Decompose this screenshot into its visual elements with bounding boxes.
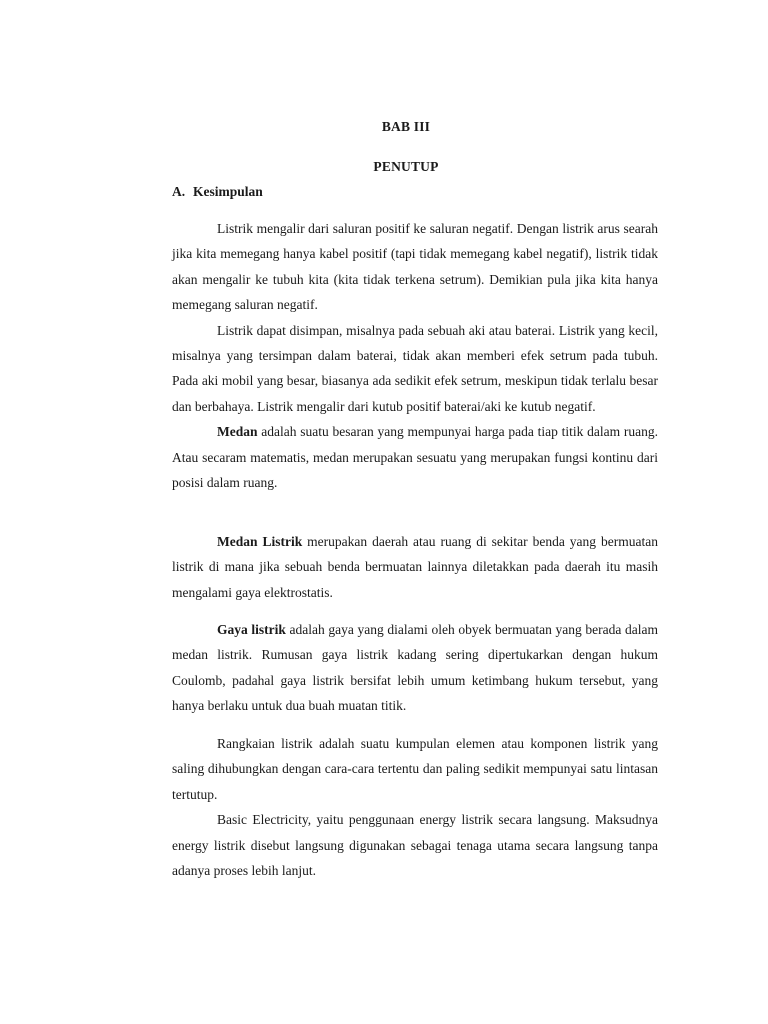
chapter-title: PENUTUP [373,159,439,174]
paragraph-text: Listrik dapat disimpan, misalnya pada sebuah aki atau baterai. Listrik yang kecil, misalnya yang tersimpan dalam baterai, tidak akan memberi efek setrum pada tubuh. Pada aki mobil yang besar, biasanya ada sedikit efek setrum, meskipun tidak terlalu besar dan berbahaya. Listrik mengalir dari kutub positif baterai/aki ke kutub negatif. [172,322,658,414]
paragraph-text: adalah gaya yang dialami oleh obyek bermuatan yang berada dalam medan listrik. Rumusan gaya listrik kadang sering dipertukarkan dengan hukum Coulomb, padahal gaya listrik bersifat lebih umum ketimbang hukum tersebut, yang hanya berlaku untuk dua buah muatan titik. [172,622,658,714]
paragraph [172,617,658,719]
section-title: Kesimpulan [193,184,263,199]
section-heading [172,184,263,200]
paragraph [172,318,658,420]
paragraph [172,216,658,318]
paragraph-text: Basic Electricity, yaitu penggunaan energy listrik secara langsung. Maksudnya energy listrik disebut langsung digunakan sebagai tenaga utama secara langsung tanpa adanya proses lebih lanjut. [172,812,658,879]
paragraph-text: Listrik mengalir dari saluran positif ke saluran negatif. Dengan listrik arus searah jika kita memegang hanya kabel positif (tapi tidak memegang kabel negatif), listrik tidak akan mengalir ke tubuh kita (kita tidak terkena setrum). Demikian pula jika kita hanya memegang saluran negatif. [172,221,658,313]
body-text-block-1 [172,216,658,495]
term-bold: Gaya listrik [217,622,286,637]
section-marker: A. [172,184,186,199]
chapter-number: BAB III [381,119,431,134]
paragraph [172,807,658,883]
term-bold: Medan Listrik [217,534,303,549]
paragraph [172,731,658,807]
paragraph-text: merupakan daerah atau ruang di sekitar benda yang bermuatan listrik di mana jika sebuah benda bermuatan lainnya diletakkan pada daerah itu masih mengalami gaya elektrostatis. [172,534,658,600]
paragraph-text: adalah suatu besaran yang mempunyai harga pada tiap titik dalam ruang. Atau secaram matematis, medan merupakan sesuatu yang merupakan fungsi kontinu dari posisi dalam ruang. [172,424,658,491]
term-bold: Medan [217,424,258,440]
body-text-block-2 [172,529,658,605]
body-text-block-4 [172,731,658,883]
body-text-block-3 [172,617,658,719]
paragraph [172,419,658,495]
paragraph-text: Rangkaian listrik adalah suatu kumpulan elemen atau komponen listrik yang saling dihubungkan dengan cara-cara tertentu dan paling sedikit mempunyai satu lintasan tertutup. [172,736,658,802]
paragraph [172,529,658,605]
